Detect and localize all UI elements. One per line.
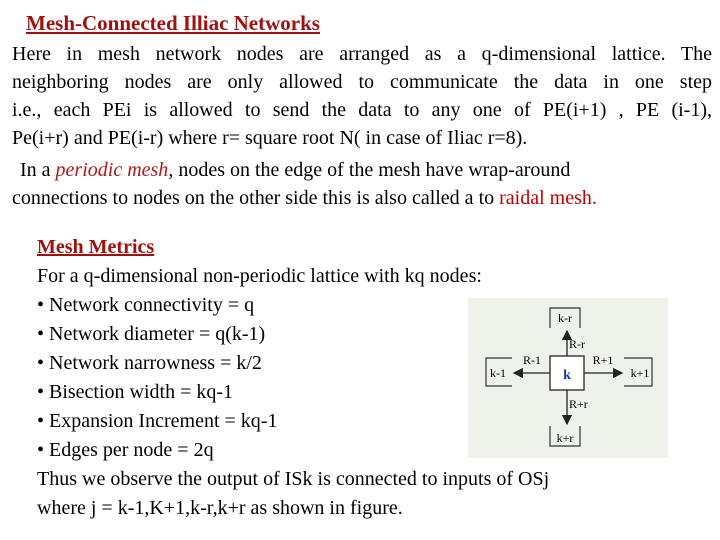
metric-item: • Bisection width = kq-1	[37, 381, 234, 403]
left-node-label: k-1	[490, 366, 506, 380]
metrics-intro: For a q-dimensional non-periodic lattice with kq nodes:	[37, 265, 482, 287]
right-node-label: k+1	[630, 366, 650, 380]
intro-line-1: Here in mesh network nodes are arranged as a q-dimensional lattice. The	[12, 43, 712, 65]
slide-title: Mesh-Connected Illiac Networks	[26, 11, 320, 35]
edge-label-top: R-r	[569, 337, 585, 351]
periodic-mesh-paragraph	[12, 156, 712, 212]
periodic-line-1	[12, 156, 712, 184]
metric-item: • Network narrowness = k/2	[37, 352, 262, 374]
mesh-node-figure	[468, 298, 668, 458]
edge-label-right: R+1	[592, 353, 614, 367]
bottom-node-label: k+r	[556, 431, 574, 445]
intro-paragraph	[12, 40, 712, 152]
periodic-mesh-term: periodic mesh	[55, 159, 169, 181]
mesh-node-diagram	[468, 298, 668, 458]
intro-line-3: i.e., each PEi is allowed to send the data to any one of PE(i+1) , PE (i-1),	[12, 99, 712, 121]
intro-line-2: neighboring nodes are only allowed to communicate the data in one step	[12, 71, 712, 93]
periodic-line-1-rest: , nodes on the edge of the mesh have wrap-around	[168, 159, 571, 181]
metric-item: • Network connectivity = q	[37, 294, 255, 316]
periodic-pre: In a	[20, 159, 51, 181]
center-node-label: k	[563, 368, 571, 383]
metric-item: • Edges per node = 2q	[37, 439, 214, 461]
metrics-title: Mesh Metrics	[37, 236, 155, 258]
periodic-line-2	[12, 184, 712, 212]
top-node-label: k-r	[558, 311, 572, 325]
metrics-outro-2: where j = k-1,K+1,k-r,k+r as shown in figure.	[37, 497, 403, 519]
metric-item: • Expansion Increment = kq-1	[37, 410, 278, 432]
edge-label-bottom: R+r	[569, 397, 588, 411]
metric-item: • Network diameter = q(k-1)	[37, 323, 266, 345]
edge-label-left: R-1	[523, 353, 541, 367]
intro-line-4: Pe(i+r) and PE(i-r) where r= square root N( in case of Iliac r=8).	[12, 127, 528, 149]
periodic-line-2-text: connections to nodes on the other side this is also called a to	[12, 187, 495, 209]
metrics-outro-1: Thus we observe the output of ISk is connected to inputs of OSj	[37, 468, 550, 490]
radial-mesh-term: raidal mesh.	[499, 187, 597, 209]
